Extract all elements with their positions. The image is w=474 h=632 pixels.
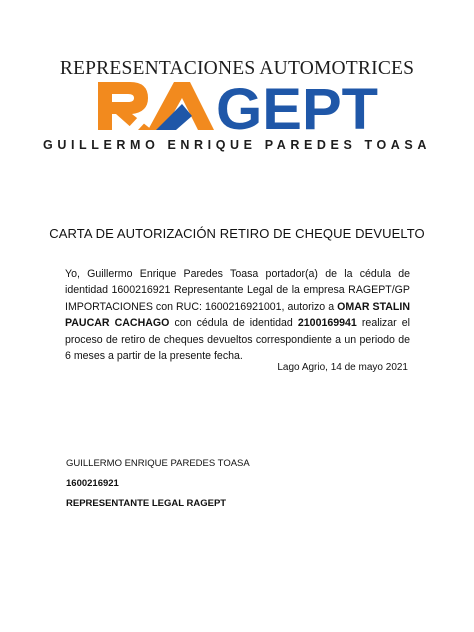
letter-date: Lago Agrio, 14 de mayo 2021	[277, 362, 408, 373]
body-part-1: Yo, Guillermo Enrique Paredes Toasa portador(a) de la cédula de identidad 1600216921 Representante Legal de la empresa RAGEPT/GP IMPORTACIONES con RUC: 1600216921001, autorizo a	[65, 268, 410, 313]
signatory-id: 1600216921	[66, 478, 119, 489]
signatory-name: GUILLERMO ENRIQUE PAREDES TOASA	[66, 458, 250, 469]
body-part-2: con cédula de identidad	[169, 317, 298, 330]
authorized-name: OMAR STALIN PAUCAR CACHAGO	[65, 300, 410, 330]
company-logo	[0, 0, 474, 170]
logo-top-line: REPRESENTACIONES AUTOMOTRICES	[59, 58, 415, 79]
authorized-id: 2100169941	[297, 317, 357, 330]
letter-body	[65, 266, 410, 364]
logo-bottom-line: GUILLERMO ENRIQUE PAREDES TOASA	[43, 138, 431, 152]
ragept-logo-mark	[96, 80, 380, 132]
body-part-3: realizar el proceso de retiro de cheques devueltos correspondiente a un periodo de 6 meses a partir de la presente fecha.	[65, 317, 410, 363]
signatory-role: REPRESENTANTE LEGAL RAGEPT	[66, 498, 227, 509]
letter-title: CARTA DE AUTORIZACIÓN RETIRO DE CHEQUE DEVUELTO	[49, 226, 425, 241]
logo-gept-text: GEPT	[216, 80, 378, 132]
